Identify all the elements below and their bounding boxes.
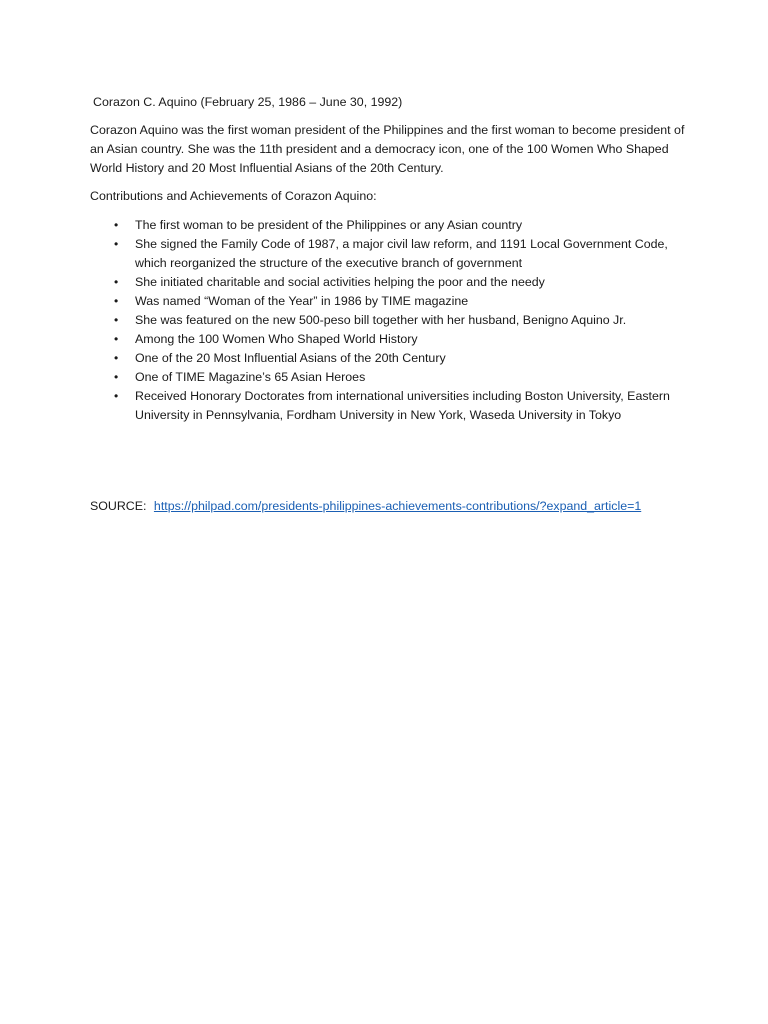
intro-paragraph: Corazon Aquino was the first woman president of the Philippines and the first woman to become president of an Asian country. She was the 11th president and a democracy icon, one of the 100 Women Who Shaped World History and 20 Most Influential Asians of the 20th Century. [90, 123, 685, 175]
list-item [90, 330, 690, 349]
bullet-icon: • [114, 370, 119, 384]
source-label: SOURCE: [90, 499, 147, 513]
list-item-text: Received Honorary Doctorates from international universities including Boston University, Eastern University in Pennsylvania, Fordham University in New York, Waseda University in Tokyo [135, 389, 670, 422]
bullet-icon: • [114, 389, 119, 403]
bullet-icon: • [114, 313, 119, 327]
list-item-text: She signed the Family Code of 1987, a major civil law reform, and 1191 Local Government Code, which reorganized the structure of the executive branch of government [135, 237, 668, 270]
list-item [90, 349, 690, 368]
list-item [90, 273, 690, 292]
list-item [90, 216, 690, 235]
list-item-text: Was named “Woman of the Year” in 1986 by TIME magazine [135, 294, 469, 308]
source-link[interactable]: https://philpad.com/presidents-philippines-achievements-contributions/?expand_article=1 [153, 499, 642, 513]
list-item-text: One of the 20 Most Influential Asians of the 20th Century [135, 351, 446, 365]
list-item-text: One of TIME Magazine’s 65 Asian Heroes [135, 370, 366, 384]
list-item-text: The first woman to be president of the Philippines or any Asian country [135, 218, 523, 232]
document-body [90, 93, 690, 425]
list-item [90, 387, 690, 425]
bullet-icon: • [114, 237, 119, 251]
bullet-icon: • [114, 351, 119, 365]
list-item [90, 368, 690, 387]
list-item-text: She initiated charitable and social activities helping the poor and the needy [135, 275, 545, 289]
document-title: Corazon C. Aquino (February 25, 1986 – June 30, 1992) [93, 95, 403, 109]
list-item [90, 311, 690, 330]
bullet-icon: • [114, 332, 119, 346]
list-item [90, 235, 690, 273]
bullet-icon: • [114, 294, 119, 308]
section-heading: Contributions and Achievements of Corazon Aquino: [90, 189, 377, 203]
list-item-text: She was featured on the new 500-peso bill together with her husband, Benigno Aquino Jr. [135, 313, 627, 327]
bullet-icon: • [114, 218, 119, 232]
bullet-icon: • [114, 275, 119, 289]
list-item-text: Among the 100 Women Who Shaped World History [135, 332, 418, 346]
source-line [90, 497, 641, 516]
list-item [90, 292, 690, 311]
achievements-list [90, 216, 690, 425]
